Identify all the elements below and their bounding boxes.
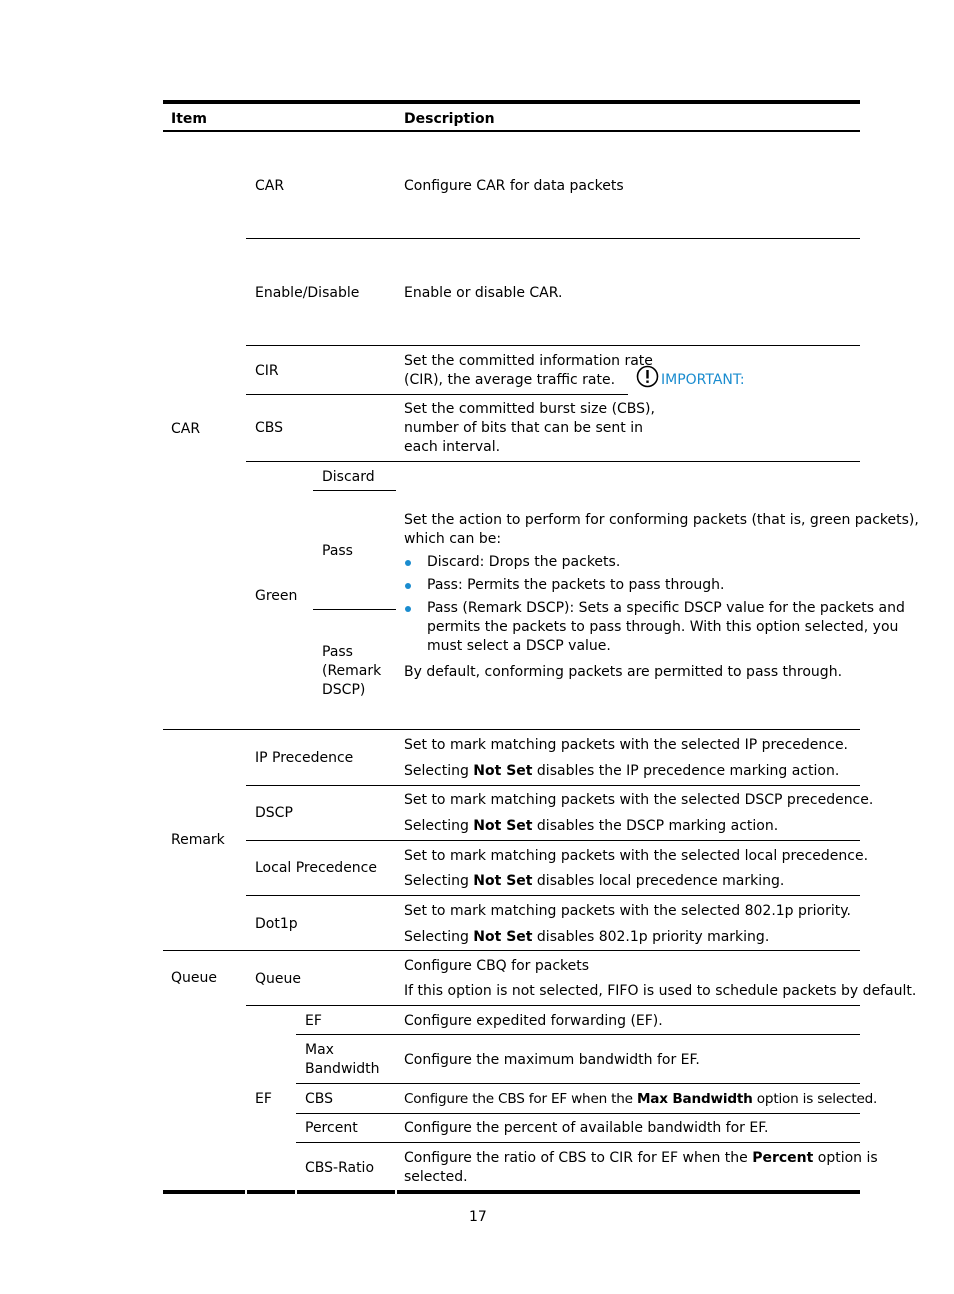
row-divider bbox=[246, 238, 860, 239]
green-bullet-3-line2: permits the packets to pass through. With this option selected, you bbox=[427, 619, 899, 635]
cir-desc-line1: Set the committed information rate bbox=[404, 353, 653, 369]
row-divider bbox=[296, 1113, 860, 1114]
car-group-label: CAR bbox=[171, 421, 201, 437]
table-bottom-rule bbox=[247, 1190, 295, 1194]
dot1p-selecting: Selecting Not Set disables 802.1p priority marking. bbox=[404, 929, 770, 945]
table-bottom-rule bbox=[297, 1190, 395, 1194]
table-top-rule bbox=[163, 100, 860, 104]
green-sub-discard: Discard bbox=[322, 469, 375, 485]
header-rule bbox=[163, 130, 860, 132]
row-divider bbox=[246, 840, 860, 841]
table-bottom-rule bbox=[397, 1190, 860, 1194]
row-divider bbox=[246, 394, 628, 395]
ef-cbs-desc: Configure the CBS for EF when the Max Bandwidth option is selected. bbox=[404, 1091, 878, 1107]
maxbw-desc: Configure the maximum bandwidth for EF. bbox=[404, 1052, 700, 1068]
enable-desc: Enable or disable CAR. bbox=[404, 285, 563, 301]
row-divider bbox=[296, 1083, 860, 1084]
row-divider bbox=[246, 461, 860, 462]
ip-precedence-selecting: Selecting Not Set disables the IP precedence marking action. bbox=[404, 763, 840, 779]
maxbw-item-line1: Max bbox=[305, 1042, 334, 1058]
section-divider bbox=[163, 950, 860, 951]
local-precedence-selecting: Selecting Not Set disables local precedence marking. bbox=[404, 873, 785, 889]
queue-item: Queue bbox=[255, 971, 301, 987]
section-divider bbox=[163, 729, 860, 730]
green-sub-pass-remark-line1: Pass bbox=[322, 644, 353, 660]
dscp-desc: Set to mark matching packets with the selected DSCP precedence. bbox=[404, 792, 874, 808]
header-item: Item bbox=[171, 111, 207, 127]
local-precedence-item: Local Precedence bbox=[255, 860, 377, 876]
percent-desc: Configure the percent of available bandwidth for EF. bbox=[404, 1120, 769, 1136]
bullet-icon bbox=[405, 606, 411, 612]
green-desc-line2: which can be: bbox=[404, 531, 502, 547]
important-label: IMPORTANT: bbox=[661, 372, 745, 388]
ef-desc: Configure expedited forwarding (EF). bbox=[404, 1013, 663, 1029]
row-divider bbox=[296, 1034, 860, 1035]
dscp-item: DSCP bbox=[255, 805, 293, 821]
ef-group-item: EF bbox=[255, 1091, 272, 1107]
ef-cbs-item: CBS bbox=[305, 1091, 334, 1107]
queue-group-label: Queue bbox=[171, 970, 217, 986]
ip-precedence-item: IP Precedence bbox=[255, 750, 354, 766]
dot1p-desc: Set to mark matching packets with the selected 802.1p priority. bbox=[404, 903, 851, 919]
percent-item: Percent bbox=[305, 1120, 358, 1136]
cbs-ratio-desc-line2: selected. bbox=[404, 1169, 468, 1185]
cbs-ratio-item: CBS-Ratio bbox=[305, 1160, 375, 1176]
remark-group-label: Remark bbox=[171, 832, 225, 848]
queue-desc-line2: If this option is not selected, FIFO is used to schedule packets by default. bbox=[404, 983, 917, 999]
green-item: Green bbox=[255, 588, 298, 604]
dot1p-item: Dot1p bbox=[255, 916, 298, 932]
row-divider bbox=[246, 1005, 860, 1006]
bullet-icon bbox=[405, 583, 411, 589]
enable-item: Enable/Disable bbox=[255, 285, 360, 301]
green-default: By default, conforming packets are permitted to pass through. bbox=[404, 664, 843, 680]
cbs-item: CBS bbox=[255, 420, 284, 436]
car-desc: Configure CAR for data packets bbox=[404, 178, 624, 194]
car-item: CAR bbox=[255, 178, 285, 194]
green-bullet-1: Discard: Drops the packets. bbox=[427, 554, 621, 570]
green-bullet-3-line3: must select a DSCP value. bbox=[427, 638, 611, 654]
cbs-desc-line1: Set the committed burst size (CBS), bbox=[404, 401, 655, 417]
row-divider bbox=[246, 895, 860, 896]
table-bottom-rule bbox=[163, 1190, 245, 1194]
ip-precedence-desc: Set to mark matching packets with the selected IP precedence. bbox=[404, 737, 849, 753]
green-sub-pass-remark-line3: DSCP) bbox=[322, 682, 366, 698]
page-number: 17 bbox=[469, 1209, 487, 1225]
local-precedence-desc: Set to mark matching packets with the selected local precedence. bbox=[404, 848, 869, 864]
row-divider bbox=[246, 345, 860, 346]
queue-desc-line1: Configure CBQ for packets bbox=[404, 958, 590, 974]
sub-divider bbox=[313, 609, 396, 610]
cbs-ratio-desc-line1: Configure the ratio of CBS to CIR for EF when the Percent option is bbox=[404, 1150, 878, 1166]
row-divider bbox=[246, 785, 860, 786]
bullet-icon bbox=[405, 560, 411, 566]
dscp-selecting: Selecting Not Set disables the DSCP marking action. bbox=[404, 818, 779, 834]
green-desc-line1: Set the action to perform for conforming packets (that is, green packets), bbox=[404, 512, 919, 528]
cir-desc-line2: (CIR), the average traffic rate. bbox=[404, 372, 616, 388]
sub-divider bbox=[313, 490, 396, 491]
header-description: Description bbox=[404, 111, 495, 127]
maxbw-item-line2: Bandwidth bbox=[305, 1061, 380, 1077]
cbs-desc-line2: number of bits that can be sent in bbox=[404, 420, 643, 436]
cir-item: CIR bbox=[255, 363, 279, 379]
green-bullet-3-line1: Pass (Remark DSCP): Sets a specific DSCP value for the packets and bbox=[427, 600, 905, 616]
green-bullet-2: Pass: Permits the packets to pass through. bbox=[427, 577, 725, 593]
row-divider bbox=[296, 1142, 860, 1143]
green-sub-pass: Pass bbox=[322, 543, 353, 559]
cbs-desc-line3: each interval. bbox=[404, 439, 501, 455]
important-icon bbox=[636, 365, 659, 388]
ef-item: EF bbox=[305, 1013, 322, 1029]
green-sub-pass-remark-line2: (Remark bbox=[322, 663, 382, 679]
